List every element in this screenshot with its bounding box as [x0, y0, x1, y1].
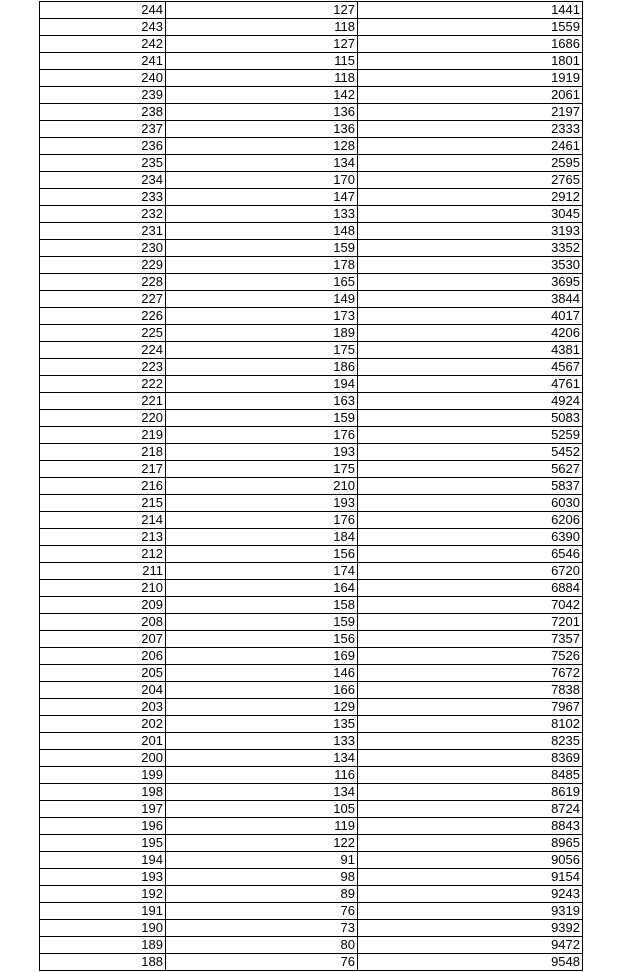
table-row	[40, 342, 583, 359]
rank-cell[interactable]: 235	[40, 155, 166, 172]
cumulative-cell[interactable]: 4567	[358, 359, 583, 376]
table-row	[40, 172, 583, 189]
cumulative-cell[interactable]: 7357	[358, 631, 583, 648]
count-cell[interactable]: 76	[166, 954, 358, 971]
count-cell[interactable]: 127	[166, 2, 358, 19]
rank-cell[interactable]: 219	[40, 427, 166, 444]
rank-cell[interactable]: 230	[40, 240, 166, 257]
rank-cell[interactable]: 209	[40, 597, 166, 614]
cumulative-cell[interactable]: 6206	[358, 512, 583, 529]
cumulative-cell[interactable]: 2912	[358, 189, 583, 206]
rank-cell[interactable]: 231	[40, 223, 166, 240]
table-row	[40, 138, 583, 155]
cumulative-cell[interactable]: 3193	[358, 223, 583, 240]
cumulative-cell[interactable]: 8619	[358, 784, 583, 801]
cumulative-cell[interactable]: 1559	[358, 19, 583, 36]
cumulative-cell[interactable]: 2061	[358, 87, 583, 104]
count-cell[interactable]: 73	[166, 920, 358, 937]
count-cell[interactable]: 76	[166, 903, 358, 920]
count-cell[interactable]: 91	[166, 852, 358, 869]
count-cell[interactable]: 116	[166, 767, 358, 784]
count-cell[interactable]: 133	[166, 733, 358, 750]
cumulative-cell[interactable]: 8485	[358, 767, 583, 784]
cumulative-cell[interactable]: 8369	[358, 750, 583, 767]
rank-cell[interactable]: 192	[40, 886, 166, 903]
count-cell[interactable]: 134	[166, 750, 358, 767]
count-cell[interactable]: 189	[166, 325, 358, 342]
cumulative-cell[interactable]: 4206	[358, 325, 583, 342]
count-cell[interactable]: 159	[166, 614, 358, 631]
table-row	[40, 36, 583, 53]
count-cell[interactable]: 133	[166, 206, 358, 223]
rank-cell[interactable]: 239	[40, 87, 166, 104]
cumulative-cell[interactable]: 9472	[358, 937, 583, 954]
count-cell[interactable]: 159	[166, 410, 358, 427]
table-row	[40, 444, 583, 461]
table-row	[40, 631, 583, 648]
count-cell[interactable]: 176	[166, 427, 358, 444]
rank-cell[interactable]: 223	[40, 359, 166, 376]
rank-cell[interactable]: 204	[40, 682, 166, 699]
table-row	[40, 648, 583, 665]
table-row	[40, 954, 583, 971]
table-row	[40, 274, 583, 291]
rank-cell[interactable]: 201	[40, 733, 166, 750]
rank-cell[interactable]: 237	[40, 121, 166, 138]
cumulative-cell[interactable]: 9392	[358, 920, 583, 937]
table-row	[40, 767, 583, 784]
count-cell[interactable]: 170	[166, 172, 358, 189]
rank-cell[interactable]: 211	[40, 563, 166, 580]
count-cell[interactable]: 175	[166, 342, 358, 359]
cumulative-cell[interactable]: 4381	[358, 342, 583, 359]
table-row	[40, 733, 583, 750]
data-table	[39, 1, 583, 971]
rank-cell[interactable]: 206	[40, 648, 166, 665]
cumulative-cell[interactable]: 7672	[358, 665, 583, 682]
rank-cell[interactable]: 214	[40, 512, 166, 529]
cumulative-cell[interactable]: 2765	[358, 172, 583, 189]
count-cell[interactable]: 156	[166, 631, 358, 648]
count-cell[interactable]: 115	[166, 53, 358, 70]
table-row	[40, 427, 583, 444]
table-row	[40, 597, 583, 614]
count-cell[interactable]: 184	[166, 529, 358, 546]
table-row	[40, 393, 583, 410]
count-cell[interactable]: 122	[166, 835, 358, 852]
rank-cell[interactable]: 233	[40, 189, 166, 206]
rank-cell[interactable]: 221	[40, 393, 166, 410]
rank-cell[interactable]: 220	[40, 410, 166, 427]
rank-cell[interactable]: 216	[40, 478, 166, 495]
cumulative-cell[interactable]: 6720	[358, 563, 583, 580]
count-cell[interactable]: 80	[166, 937, 358, 954]
rank-cell[interactable]: 207	[40, 631, 166, 648]
table-row	[40, 937, 583, 954]
cumulative-cell[interactable]: 9548	[358, 954, 583, 971]
count-cell[interactable]: 89	[166, 886, 358, 903]
count-cell[interactable]: 147	[166, 189, 358, 206]
cumulative-cell[interactable]: 5837	[358, 478, 583, 495]
table-row	[40, 121, 583, 138]
table-row	[40, 478, 583, 495]
cumulative-cell[interactable]: 2461	[358, 138, 583, 155]
table-row	[40, 529, 583, 546]
cumulative-cell[interactable]: 3530	[358, 257, 583, 274]
cumulative-cell[interactable]: 2595	[358, 155, 583, 172]
cumulative-cell[interactable]: 7042	[358, 597, 583, 614]
rank-cell[interactable]: 244	[40, 2, 166, 19]
cumulative-cell[interactable]: 4924	[358, 393, 583, 410]
cumulative-cell[interactable]: 3352	[358, 240, 583, 257]
cumulative-cell[interactable]: 7201	[358, 614, 583, 631]
count-cell[interactable]: 135	[166, 716, 358, 733]
cumulative-cell[interactable]: 2333	[358, 121, 583, 138]
cumulative-cell[interactable]: 5627	[358, 461, 583, 478]
rank-cell[interactable]: 212	[40, 546, 166, 563]
cumulative-cell[interactable]: 5452	[358, 444, 583, 461]
count-cell[interactable]: 193	[166, 444, 358, 461]
table-row	[40, 308, 583, 325]
count-cell[interactable]: 156	[166, 546, 358, 563]
table-row	[40, 461, 583, 478]
rank-cell[interactable]: 191	[40, 903, 166, 920]
table-row	[40, 257, 583, 274]
table-row	[40, 699, 583, 716]
count-cell[interactable]: 158	[166, 597, 358, 614]
count-cell[interactable]: 159	[166, 240, 358, 257]
count-cell[interactable]: 193	[166, 495, 358, 512]
count-cell[interactable]: 105	[166, 801, 358, 818]
cumulative-cell[interactable]: 3045	[358, 206, 583, 223]
count-cell[interactable]: 146	[166, 665, 358, 682]
rank-cell[interactable]: 218	[40, 444, 166, 461]
rank-cell[interactable]: 227	[40, 291, 166, 308]
count-cell[interactable]: 129	[166, 699, 358, 716]
count-cell[interactable]: 178	[166, 257, 358, 274]
table-row	[40, 903, 583, 920]
rank-cell[interactable]: 240	[40, 70, 166, 87]
table-row	[40, 512, 583, 529]
cumulative-cell[interactable]: 7526	[358, 648, 583, 665]
cumulative-cell[interactable]: 4761	[358, 376, 583, 393]
table-row	[40, 359, 583, 376]
count-cell[interactable]: 148	[166, 223, 358, 240]
cumulative-cell[interactable]: 8235	[358, 733, 583, 750]
table-row	[40, 70, 583, 87]
cumulative-cell[interactable]: 9319	[358, 903, 583, 920]
table-row	[40, 716, 583, 733]
rank-cell[interactable]: 190	[40, 920, 166, 937]
rank-cell[interactable]: 205	[40, 665, 166, 682]
cumulative-cell[interactable]: 8102	[358, 716, 583, 733]
table-row	[40, 784, 583, 801]
count-cell[interactable]: 119	[166, 818, 358, 835]
cumulative-cell[interactable]: 3695	[358, 274, 583, 291]
table-row	[40, 920, 583, 937]
cumulative-cell[interactable]: 5083	[358, 410, 583, 427]
rank-cell[interactable]: 210	[40, 580, 166, 597]
table-row	[40, 2, 583, 19]
table-row	[40, 53, 583, 70]
rank-cell[interactable]: 196	[40, 818, 166, 835]
cumulative-cell[interactable]: 1441	[358, 2, 583, 19]
count-cell[interactable]: 165	[166, 274, 358, 291]
count-cell[interactable]: 210	[166, 478, 358, 495]
count-cell[interactable]: 163	[166, 393, 358, 410]
table-row	[40, 614, 583, 631]
table-row	[40, 376, 583, 393]
table-row	[40, 886, 583, 903]
rank-cell[interactable]: 224	[40, 342, 166, 359]
rank-cell[interactable]: 232	[40, 206, 166, 223]
cumulative-cell[interactable]: 6884	[358, 580, 583, 597]
table-row	[40, 104, 583, 121]
rank-cell[interactable]: 215	[40, 495, 166, 512]
spreadsheet-area	[39, 1, 582, 971]
rank-cell[interactable]: 200	[40, 750, 166, 767]
table-row	[40, 580, 583, 597]
cumulative-cell[interactable]: 9154	[358, 869, 583, 886]
cumulative-cell[interactable]: 3844	[358, 291, 583, 308]
count-cell[interactable]: 118	[166, 19, 358, 36]
rank-cell[interactable]: 241	[40, 53, 166, 70]
cumulative-cell[interactable]: 2197	[358, 104, 583, 121]
rank-cell[interactable]: 226	[40, 308, 166, 325]
cumulative-cell[interactable]: 6546	[358, 546, 583, 563]
table-row	[40, 410, 583, 427]
rank-cell[interactable]: 195	[40, 835, 166, 852]
rank-cell[interactable]: 198	[40, 784, 166, 801]
count-cell[interactable]: 136	[166, 104, 358, 121]
rank-cell[interactable]: 197	[40, 801, 166, 818]
count-cell[interactable]: 134	[166, 155, 358, 172]
table-row	[40, 19, 583, 36]
table-row	[40, 682, 583, 699]
count-cell[interactable]: 164	[166, 580, 358, 597]
rank-cell[interactable]: 194	[40, 852, 166, 869]
table-row	[40, 495, 583, 512]
rank-cell[interactable]: 188	[40, 954, 166, 971]
count-cell[interactable]: 169	[166, 648, 358, 665]
table-body	[40, 2, 583, 971]
cumulative-cell[interactable]: 6030	[358, 495, 583, 512]
cumulative-cell[interactable]: 8843	[358, 818, 583, 835]
count-cell[interactable]: 173	[166, 308, 358, 325]
rank-cell[interactable]: 236	[40, 138, 166, 155]
rank-cell[interactable]: 217	[40, 461, 166, 478]
cumulative-cell[interactable]: 4017	[358, 308, 583, 325]
table-row	[40, 750, 583, 767]
count-cell[interactable]: 142	[166, 87, 358, 104]
rank-cell[interactable]: 234	[40, 172, 166, 189]
cumulative-cell[interactable]: 7838	[358, 682, 583, 699]
table-row	[40, 869, 583, 886]
table-row	[40, 206, 583, 223]
count-cell[interactable]: 176	[166, 512, 358, 529]
cumulative-cell[interactable]: 7967	[358, 699, 583, 716]
count-cell[interactable]: 186	[166, 359, 358, 376]
rank-cell[interactable]: 228	[40, 274, 166, 291]
rank-cell[interactable]: 238	[40, 104, 166, 121]
table-row	[40, 801, 583, 818]
count-cell[interactable]: 128	[166, 138, 358, 155]
rank-cell[interactable]: 222	[40, 376, 166, 393]
table-row	[40, 291, 583, 308]
cumulative-cell[interactable]: 5259	[358, 427, 583, 444]
rank-cell[interactable]: 213	[40, 529, 166, 546]
count-cell[interactable]: 194	[166, 376, 358, 393]
table-row	[40, 325, 583, 342]
count-cell[interactable]: 136	[166, 121, 358, 138]
cumulative-cell[interactable]: 8724	[358, 801, 583, 818]
table-row	[40, 818, 583, 835]
count-cell[interactable]: 98	[166, 869, 358, 886]
cumulative-cell[interactable]: 1919	[358, 70, 583, 87]
count-cell[interactable]: 175	[166, 461, 358, 478]
rank-cell[interactable]: 225	[40, 325, 166, 342]
cumulative-cell[interactable]: 8965	[358, 835, 583, 852]
count-cell[interactable]: 174	[166, 563, 358, 580]
table-row	[40, 240, 583, 257]
count-cell[interactable]: 127	[166, 36, 358, 53]
rank-cell[interactable]: 229	[40, 257, 166, 274]
table-row	[40, 546, 583, 563]
table-row	[40, 189, 583, 206]
count-cell[interactable]: 166	[166, 682, 358, 699]
rank-cell[interactable]: 208	[40, 614, 166, 631]
rank-cell[interactable]: 199	[40, 767, 166, 784]
table-row	[40, 835, 583, 852]
rank-cell[interactable]: 242	[40, 36, 166, 53]
table-row	[40, 665, 583, 682]
rank-cell[interactable]: 243	[40, 19, 166, 36]
rank-cell[interactable]: 203	[40, 699, 166, 716]
count-cell[interactable]: 118	[166, 70, 358, 87]
cumulative-cell[interactable]: 9056	[358, 852, 583, 869]
cumulative-cell[interactable]: 1686	[358, 36, 583, 53]
rank-cell[interactable]: 202	[40, 716, 166, 733]
table-row	[40, 563, 583, 580]
rank-cell[interactable]: 189	[40, 937, 166, 954]
table-row	[40, 223, 583, 240]
table-row	[40, 852, 583, 869]
cumulative-cell[interactable]: 1801	[358, 53, 583, 70]
cumulative-cell[interactable]: 9243	[358, 886, 583, 903]
count-cell[interactable]: 134	[166, 784, 358, 801]
rank-cell[interactable]: 193	[40, 869, 166, 886]
table-row	[40, 155, 583, 172]
count-cell[interactable]: 149	[166, 291, 358, 308]
cumulative-cell[interactable]: 6390	[358, 529, 583, 546]
table-row	[40, 87, 583, 104]
